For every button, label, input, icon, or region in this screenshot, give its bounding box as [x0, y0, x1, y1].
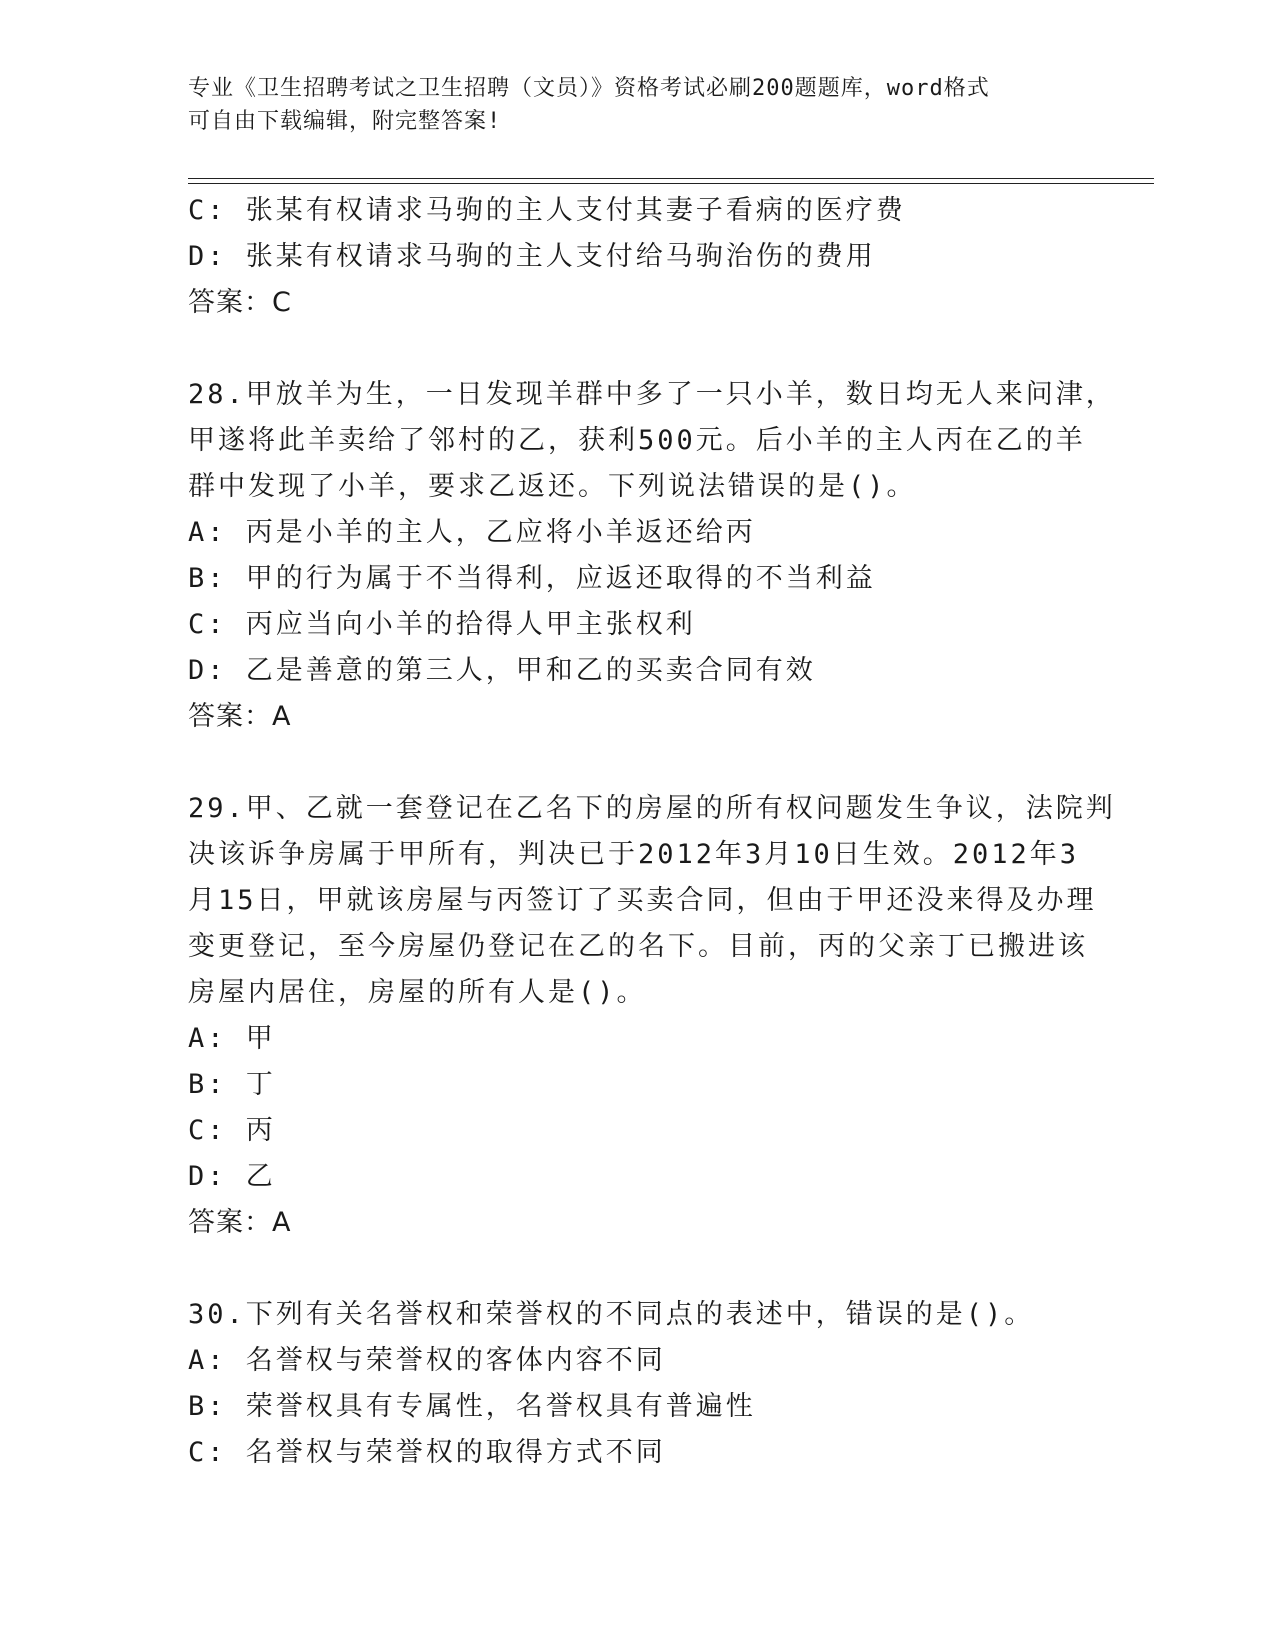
header-divider-top: [188, 178, 1154, 179]
option-d: D: 张某有权请求马驹的主人支付给马驹治伤的费用: [188, 241, 876, 272]
option-b: B: 丁: [188, 1069, 276, 1100]
option-c: C: 张某有权请求马驹的主人支付其妻子看病的医疗费: [188, 195, 906, 226]
question-stem-line: 房屋内居住，房屋的所有人是()。: [188, 977, 647, 1008]
spacer: [188, 1246, 1068, 1292]
option-a: A: 丙是小羊的主人，乙应将小羊返还给丙: [188, 517, 756, 548]
question-stem-line: 30.下列有关名誉权和荣誉权的不同点的表述中，错误的是()。: [188, 1299, 1035, 1330]
document-header: [188, 72, 1088, 138]
option-c: C: 名誉权与荣誉权的取得方式不同: [188, 1437, 666, 1468]
question-stem-line: 决该诉争房属于甲所有，判决已于2012年3月10日生效。2012年3: [188, 839, 1080, 870]
question-stem-line: 群中发现了小羊，要求乙返还。下列说法错误的是()。: [188, 471, 917, 502]
option-d: D: 乙: [188, 1161, 276, 1192]
option-d: D: 乙是善意的第三人，甲和乙的买卖合同有效: [188, 655, 816, 686]
question-28-block: [188, 372, 1116, 740]
question-content: [188, 188, 1116, 1476]
header-line-2: 可自由下载编辑，附完整答案!: [188, 109, 502, 134]
option-c: C: 丙应当向小羊的拾得人甲主张权利: [188, 609, 696, 640]
option-c: C: 丙: [188, 1115, 276, 1146]
spacer: [188, 326, 1068, 372]
answer-line: 答案：C: [188, 287, 292, 318]
question-30-block: [188, 1292, 1068, 1476]
header-divider-bottom: [188, 183, 1154, 184]
question-stem-line: 28.甲放羊为生，一日发现羊群中多了一只小羊，数日均无人来问津，: [188, 379, 1116, 410]
header-line-1: 专业《卫生招聘考试之卫生招聘（文员）》资格考试必刷200题题库，word格式: [188, 76, 990, 101]
question-stem-line: 甲遂将此羊卖给了邻村的乙，获利500元。后小羊的主人丙在乙的羊: [188, 425, 1086, 456]
option-b: B: 甲的行为属于不当得利，应返还取得的不当利益: [188, 563, 876, 594]
question-stem-line: 29.甲、乙就一套登记在乙名下的房屋的所有权问题发生争议，法院判: [188, 793, 1116, 824]
answer-line: 答案：A: [188, 1207, 292, 1238]
question-stem-line: 月15日，甲就该房屋与丙签订了买卖合同，但由于甲还没来得及办理: [188, 885, 1097, 916]
spacer: [188, 740, 1068, 786]
question-27-block: [188, 188, 1068, 326]
question-stem-line: 变更登记，至今房屋仍登记在乙的名下。目前，丙的父亲丁已搬进该: [188, 931, 1088, 962]
answer-line: 答案：A: [188, 701, 292, 732]
option-b: B: 荣誉权具有专属性，名誉权具有普遍性: [188, 1391, 756, 1422]
option-a: A: 甲: [188, 1023, 276, 1054]
option-a: A: 名誉权与荣誉权的客体内容不同: [188, 1345, 666, 1376]
question-29-block: [188, 786, 1116, 1246]
